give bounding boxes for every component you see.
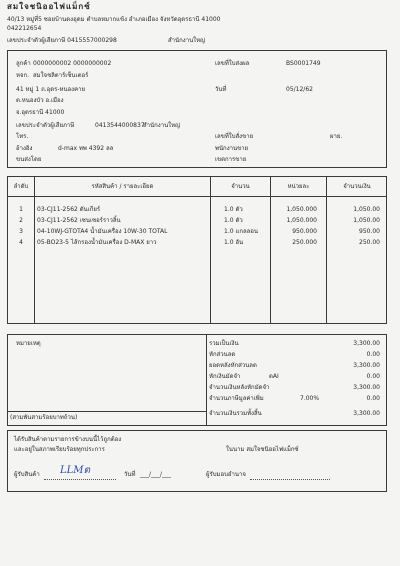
after-deposit-value: 3,300.00 (353, 384, 380, 391)
column-divider (326, 176, 327, 324)
deposit-code: ดAI (269, 373, 279, 380)
subtotal-value: 3,300.00 (353, 340, 380, 347)
company-address: 40/13 หมู่ที่5 ซอยบ้านดงอุดม ตำบลหมากแข้ง อำเภอเมือง จังหวัดอุดรธานี 41000 (7, 16, 221, 23)
customer-address-3: จ.อุดรธานี 41000 (16, 109, 65, 116)
customer-name: สมใจชลิตาร์เซ็นเตอร์ (33, 72, 89, 79)
order-no-suffix: ผาย. (330, 133, 343, 140)
order-no-label: เลขที่ใบสั่งขาย (215, 133, 254, 140)
receiver-signature: LLMต (60, 465, 91, 476)
column-divider (34, 176, 35, 324)
row-unit-price: 250.000 (292, 239, 317, 246)
vat-rate: 7.00% (300, 395, 320, 402)
invoice-no: BS0001749 (286, 60, 321, 67)
on-behalf-of: ในนาม สมใจชนิออไฟแม็กซ์ (226, 446, 299, 453)
grand-total-label: จำนวนเงินรวมทั้งสิ้น (209, 410, 262, 417)
row-description: 05-BO23-5 ไส้กรองน้ำมันเครื่อง D-MAX ยาว (37, 239, 157, 246)
customer-address-2: ต.หนองบัว อ.เมือง (16, 97, 64, 104)
row-no: 1 (19, 206, 23, 213)
salesperson-label: พนักงานขาย (215, 145, 249, 152)
invoice-no-label: เลขที่ใบส่งผล (215, 60, 250, 67)
column-divider (270, 176, 271, 324)
row-unit-price: 950.000 (292, 228, 317, 235)
row-description: 03-CJ11-2562 ดันเกียร์ (37, 206, 101, 213)
row-quantity: 1.0 แกลลอน (224, 228, 259, 235)
receiver-label: ผู้รับสินค้า (14, 471, 40, 478)
row-quantity: 1.0 ตัว (224, 206, 243, 213)
column-divider (210, 176, 211, 324)
header-quantity: จำนวน (231, 183, 250, 190)
condition-statement: และอยู่ในสภาพเรียบร้อยทุกประการ (14, 446, 105, 453)
deposit-label: หักเงินมัดจำ (209, 373, 241, 380)
receive-date-label: วันที่ (124, 471, 136, 478)
customer-name-label: หจก. (16, 72, 30, 79)
row-unit-price: 1,050.000 (286, 206, 317, 213)
customer-phone-label: โทร. (16, 133, 29, 140)
customer-code-label: ลูกค้า (16, 60, 31, 67)
items-table (7, 176, 387, 324)
summary-divider (206, 334, 207, 426)
customer-tax-branch: สำนักงานใหญ่ (143, 122, 181, 129)
grand-total-value: 3,300.00 (353, 410, 380, 417)
after-discount-label: ยอดหลังหักส่วนลด (209, 362, 257, 369)
deposit-value: 0.00 (366, 373, 380, 380)
customer-code: 0000000002 0000000002 (33, 60, 112, 67)
amount-in-words: (สามพันสามร้อยบาทถ้วน) (10, 414, 78, 421)
date-label: วันที่ (215, 86, 227, 93)
row-amount: 950.00 (359, 228, 380, 235)
company-phone: 042212654 (7, 25, 42, 32)
row-description: 03-CJ11-2562 เซนเซอร์ราวลิ้น (37, 217, 121, 224)
row-unit-price: 1,050.000 (286, 217, 317, 224)
vat-value: 0.00 (366, 395, 380, 402)
invoice-date: 05/12/62 (286, 86, 313, 93)
table-header-divider (7, 196, 387, 197)
row-no: 2 (19, 217, 23, 224)
header-description: รหัสสินค้า / รายละเอียด (91, 183, 154, 190)
authorizer-label: ผู้รับมอบอำนาจ (206, 471, 246, 478)
discount-value: 0.00 (366, 351, 380, 358)
row-no: 3 (19, 228, 23, 235)
receive-date-blank: ___/___/___ (140, 471, 172, 478)
row-amount: 1,050.00 (353, 217, 380, 224)
subtotal-label: รวมเป็นเงิน (209, 340, 239, 347)
row-amount: 250.00 (359, 239, 380, 246)
authorizer-signature-line (250, 479, 330, 480)
header-unit-price: หน่วยละ (287, 183, 310, 190)
company-tax-id: เลขประจำตัวผู้เสียภาษี 0415557000298 (7, 37, 117, 44)
header-amount: จำนวนเงิน (343, 183, 371, 190)
reference-value: d-max ทพ 4392 ลล (58, 145, 114, 152)
header-no: ลำดับ (13, 183, 29, 190)
customer-address-1: 41 หมู่ 1 ถ.อุดร-หนองคาย (16, 86, 85, 93)
note-label: หมายเหตุ (16, 340, 41, 347)
after-discount-value: 3,300.00 (353, 362, 380, 369)
company-branch: สำนักงานใหญ่ (168, 37, 206, 44)
reference-label: อ้างอิง (16, 145, 33, 152)
row-no: 4 (19, 239, 23, 246)
vat-label: จำนวนภาษีมูลค่าเพิ่ม (209, 395, 264, 402)
discount-label: หักส่วนลด (209, 351, 236, 358)
customer-tax-label: เลขประจำตัวผู้เสียภาษี (16, 122, 75, 129)
received-statement: ได้รับสินค้าตามรายการข้างบนนี้ไว้ถูกต้อง (14, 436, 122, 443)
sales-area-label: เขตการขาย (215, 156, 247, 163)
customer-tax-id: 0413544000837 (95, 122, 145, 129)
receiver-signature-line (44, 479, 116, 480)
row-quantity: 1.0 ตัว (224, 217, 243, 224)
company-name: สมใจชนิออไฟแม็กซ์ (7, 2, 91, 11)
words-divider (7, 411, 206, 412)
after-deposit-label: จำนวนเงินหลังหักมัดจำ (209, 384, 270, 391)
row-description: 04-10WJ-GTOTA4 น้ำมันเครื่อง 10W-30 TOTAL (37, 228, 168, 235)
row-amount: 1,050.00 (353, 206, 380, 213)
shipping-label: ขนส่งโดย (16, 156, 42, 163)
row-quantity: 1.0 อัน (224, 239, 244, 246)
